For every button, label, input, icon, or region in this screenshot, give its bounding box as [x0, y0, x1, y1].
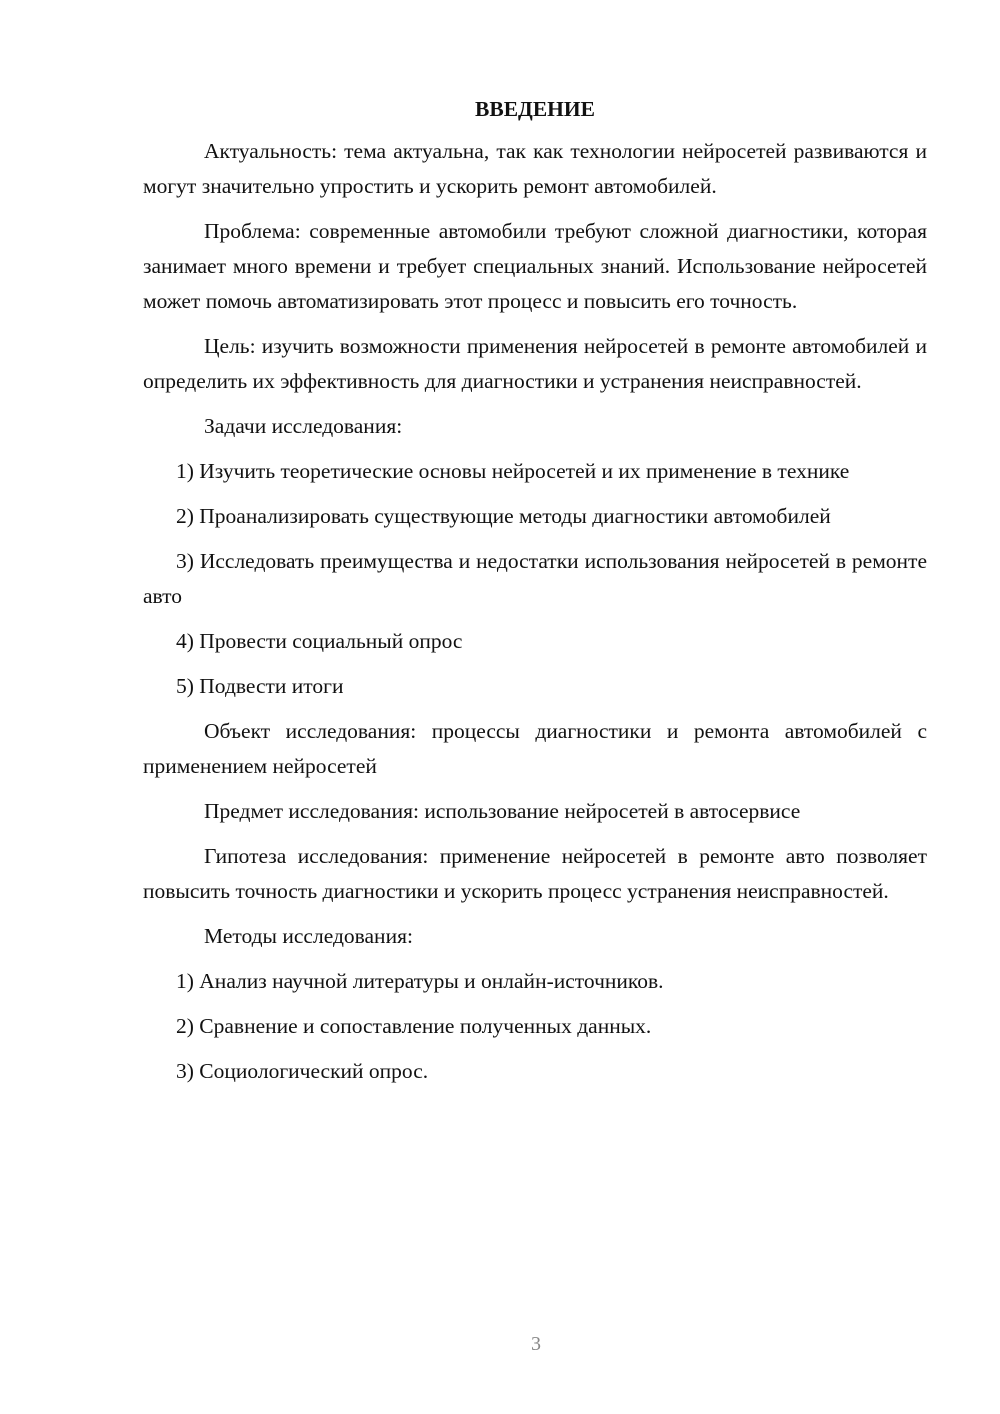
list-item-method-2: 2) Сравнение и сопоставление полученных данных. [176, 1014, 652, 1038]
list-item-method-3: 3) Социологический опрос. [176, 1059, 429, 1083]
paragraph-tasks-heading: Задачи исследования: [204, 414, 403, 438]
list-item-task-1: 1) Изучить теоретические основы нейросетей и их применение в технике [176, 459, 850, 483]
paragraph-object: Объект исследования: процессы диагностики и ремонта автомобилей с применением нейросетей [143, 719, 927, 778]
paragraph-hypothesis: Гипотеза исследования: применение нейросетей в ремонте авто позволяет повысить точность диагностики и ускорить процесс устранения неисправностей. [143, 844, 927, 903]
paragraph-methods-heading: Методы исследования: [204, 924, 413, 948]
list-item-task-5: 5) Подвести итоги [176, 674, 344, 698]
paragraph-problem: Проблема: современные автомобили требуют сложной диагностики, которая занимает много времени и требует специальных знаний. Использование нейросетей может помочь автоматизировать этот процесс и повысить его точность. [143, 219, 927, 313]
list-item-task-2: 2) Проанализировать существующие методы диагностики автомобилей [176, 504, 831, 528]
list-item-task-4: 4) Провести социальный опрос [176, 629, 463, 653]
page-number: 3 [531, 1333, 541, 1355]
list-item-method-1: 1) Анализ научной литературы и онлайн-источников. [176, 969, 664, 993]
section-heading: ВВЕДЕНИЕ [475, 97, 595, 121]
list-item-task-3: 3) Исследовать преимущества и недостатки использования нейросетей в ремонте авто [143, 549, 927, 608]
page-content [143, 92, 927, 1099]
paragraph-goal: Цель: изучить возможности применения нейросетей в ремонте автомобилей и определить их эффективность для диагностики и устранения неисправностей. [143, 334, 927, 393]
paragraph-relevance: Актуальность: тема актуальна, так как технологии нейросетей развиваются и могут значительно упростить и ускорить ремонт автомобилей. [143, 139, 927, 198]
paragraph-subject: Предмет исследования: использование нейросетей в автосервисе [204, 799, 801, 823]
